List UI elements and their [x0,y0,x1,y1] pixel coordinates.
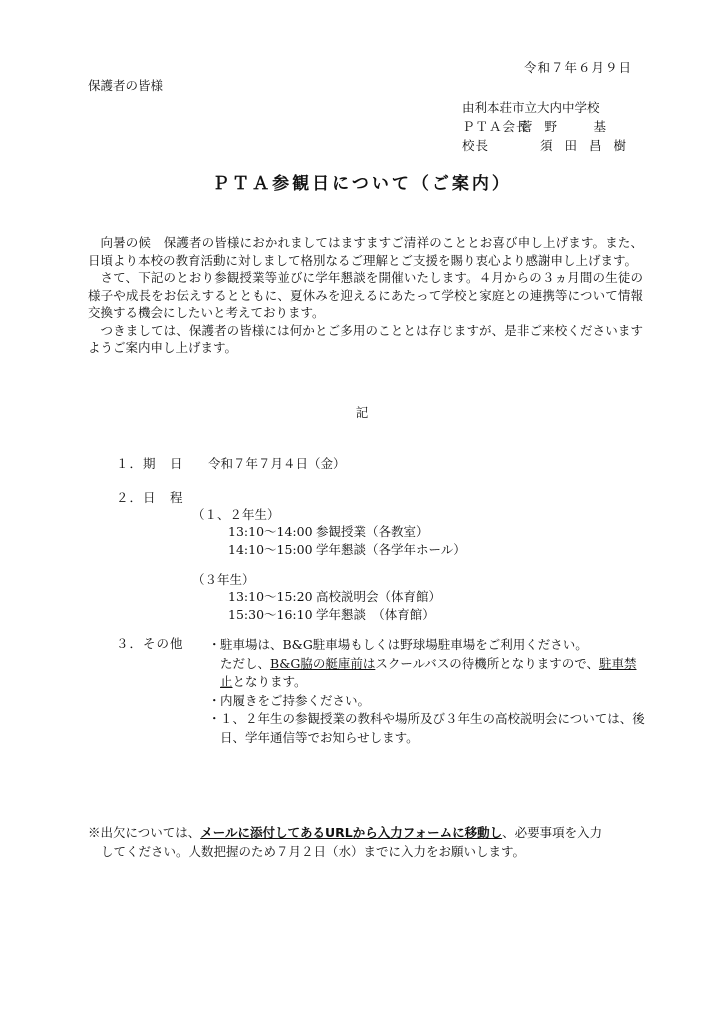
note-emphasis: メールに添付してあるURLから入力フォームに移動し [200,825,503,840]
schedule-time: 13:10～15:20 [228,589,313,604]
pta-president-row [462,117,638,136]
parking-note [208,636,648,692]
schedule-label: ２．日 程 [116,490,184,505]
document-title: ＰＴＡ参観日について（ご案内） [212,174,512,194]
purpose-paragraph: さて、下記のとおり参観授業等並びに学年懇談を開催いたします。４月からの３ヵ月間の生徒の様子や成長をお伝えするとともに、夏休みを迎えるにあたって学校と家庭との連携等について情報交換する機会にしたいと考えております。 [88,270,643,320]
bullet-mark: ・ [208,637,221,652]
addressee: 保護者の皆様 [88,78,164,93]
note-post: 、必要事項を入力 [502,825,603,840]
schedule-time: 14:10～15:00 [228,542,313,557]
bullet-mark: ・ [208,711,221,726]
schedule-event: 参観授業（各教室） [316,524,429,539]
date-label: １．期 日 [116,456,184,471]
parking-caveat-post: となります。 [232,674,307,689]
pta-role: ＰＴＡ会長 [462,119,530,134]
sender-block [462,98,638,155]
note-pre: ※出欠については、 [88,825,201,840]
schedule-row [228,542,466,559]
greeting-paragraph: 向暑の候 保護者の皆様におかれましてはますますご清祥のこととお喜び申し上げます。また、日頃より本校の教育活動に対しまして格別なるご理解とご支援を賜り衷心より感謝申し上げます。 [88,235,643,268]
pta-president-name: 菅野 基 [520,119,619,134]
schedule-time: 13:10～14:00 [228,524,313,539]
schedule-row [228,607,435,624]
ki-heading: 記 [355,405,369,420]
boathouse-underlined: B&G脇の艇庫前は [270,655,376,671]
schedule-event: 学年懇談（各学年ホール） [316,542,466,557]
schedule-event: 高校説明会（体育館） [316,589,442,604]
schedule-time: 15:30～16:10 [228,607,313,622]
principal-name: 須田昌樹 [540,138,639,153]
issue-date: 令和７年６月９日 [523,60,632,75]
info-text: １、２年生の参観授業の教科や場所及び３年生の高校説明会については、後日、学年通信等でお知らせします。 [220,711,645,745]
grade12-heading: （１、２年生） [192,507,280,522]
attendance-note [88,824,648,861]
grade3-heading: （３年生） [192,572,255,587]
schedule-row [228,524,429,541]
slippers-text: 内履きをご持参ください。 [220,692,371,708]
other-notes [208,636,648,747]
date-value: 令和７年７月４日（金） [208,456,346,471]
principal-role: 校長 [462,138,490,153]
request-paragraph: つきましては、保護者の皆様には何かとご多用のこととは存じますが、是非ご来校くださいますようご案内申し上げます。 [88,322,643,355]
schedule-event: 学年懇談 （体育館） [316,607,435,622]
school-name: 由利本荘市立大内中学校 [462,100,600,115]
body-text [88,234,643,357]
parking-caveat-pre: ただし、 [220,655,271,671]
slippers-note [208,692,648,711]
parking-caveat-mid: スクールバスの待機所となりますので、 [375,655,599,671]
other-label: ３．その他 [116,636,184,651]
principal-row [462,136,638,155]
no-parking-underlined: 駐車禁止 [220,655,637,689]
parking-text: 駐車場は、B&G駐車場もしくは野球場駐車場をご利用ください。 [220,637,588,652]
note-line2: してください。人数把握のため７月２日（水）までに入力をお願いします。 [101,843,526,859]
schedule-row [228,589,441,606]
info-note [208,710,648,747]
bullet-mark: ・ [208,692,221,708]
